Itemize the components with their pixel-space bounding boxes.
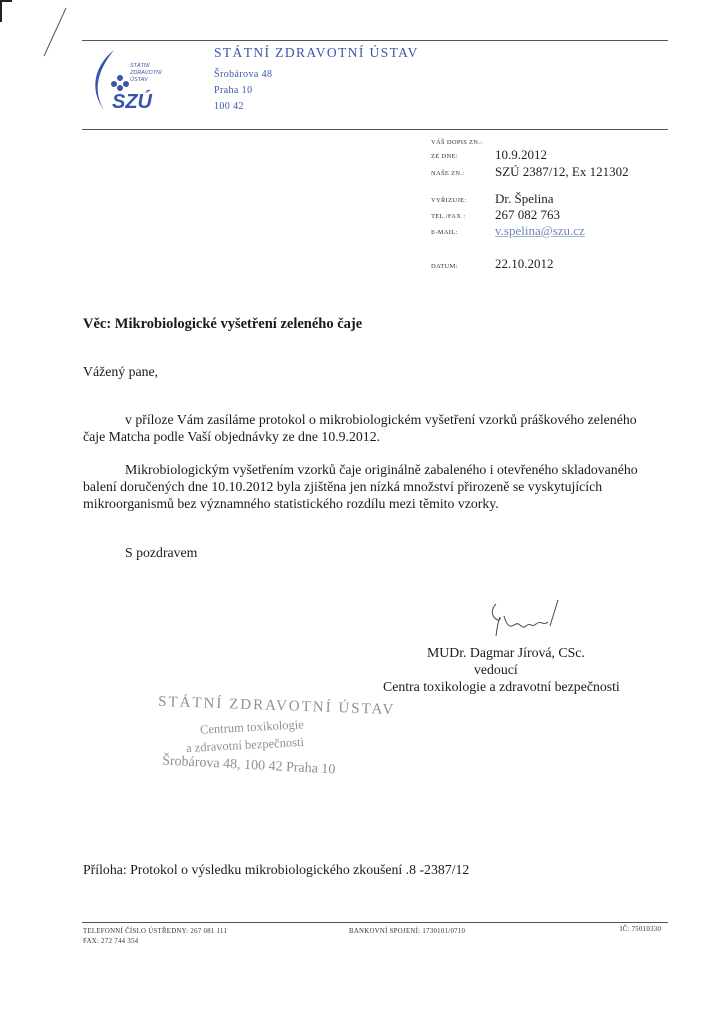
footer-phone: TELEFONNÍ ČÍSLO ÚSTŘEDNY: 267 081 111 [83, 928, 228, 935]
stamp-line-4: Šrobárova 48, 100 42 Praha 10 [161, 753, 336, 778]
signatory-role: vedoucí [474, 662, 518, 677]
footer-rule [82, 922, 668, 923]
paragraph2-line3: mikroorganismů bez významného statistického rozdílu mezi těmito vzorky. [83, 496, 499, 511]
ref-value-vyrizuje: Dr. Špelina [495, 191, 554, 206]
ref-value-email-link[interactable]: v.spelina@szu.cz [495, 223, 585, 238]
footer-bank: BANKOVNÍ SPOJENÍ: 1730101/0710 [349, 928, 466, 935]
ref-label-email: E-MAIL: [431, 229, 458, 236]
ref-label-ze-dne: ZE DNE: [431, 153, 458, 160]
paragraph1-line2: čaje Matcha podle Vaší objednávky ze dne 10.9.2012. [83, 429, 381, 444]
header-bottom-rule [82, 129, 668, 130]
paragraph1-line1: v příloze Vám zasíláme protokol o mikrobiologickém vyšetření vzorků práškového zeleného [125, 412, 637, 427]
logo-mark: SZÚ [112, 91, 152, 113]
ref-label-vyrizuje: VYŘIZUJE: [431, 197, 467, 204]
paragraph2-line2: balení doručených dne 10.10.2012 byla zjištěna jen nízká množství přirozeně se vyskytujících [83, 479, 603, 494]
logo-small-text-1: STÁTNÍ [130, 63, 150, 69]
letter-attachment: Příloha: Protokol o výsledku mikrobiologického zkoušení .8 -2387/12 [83, 862, 470, 877]
letter-closing: S pozdravem [125, 545, 198, 560]
letter-subject: Věc: Mikrobiologické vyšetření zeleného čaje [83, 316, 363, 332]
footer-ic: IČ: 75010330 [620, 926, 662, 933]
logo-small-text-3: ÚSTAV [130, 77, 148, 83]
org-name: STÁTNÍ ZDRAVOTNÍ ÚSTAV [214, 45, 419, 60]
ref-label-vas-dopis: VÁŠ DOPIS ZN.: [431, 139, 483, 146]
stamp-line-3: a zdravotní bezpečnosti [185, 734, 305, 756]
paragraph2-line1: Mikrobiologickým vyšetřením vzorků čaje originálně zabaleného i otevřeného skladovaného [125, 462, 638, 477]
org-address-street: Šrobárova 48 [214, 69, 273, 80]
ref-value-ze-dne: 10.9.2012 [495, 147, 547, 162]
ref-label-datum: DATUM: [431, 263, 458, 270]
signatory-department: Centra toxikologie a zdravotní bezpečnosti [383, 679, 620, 694]
footer-fax: FAX: 272 744 354 [83, 938, 139, 945]
stamp-line-2: Centrum toxikologie [199, 717, 305, 737]
letter-salutation: Vážený pane, [83, 364, 159, 379]
ref-value-datum: 22.10.2012 [495, 256, 554, 271]
institution-stamp [156, 693, 396, 788]
stamp-line-1: STÁTNÍ ZDRAVOTNÍ ÚSTAV [157, 693, 396, 719]
org-address-city: Praha 10 [214, 85, 253, 96]
header-top-rule [82, 40, 668, 41]
signatory-name: MUDr. Dagmar Jírová, CSc. [427, 645, 585, 660]
scan-corner-mark-vertical [0, 0, 2, 22]
ref-value-tel-fax: 267 082 763 [495, 207, 560, 222]
org-address-zip: 100 42 [214, 101, 244, 112]
pen-stroke-mark [36, 6, 72, 60]
handwritten-signature [486, 596, 576, 646]
ref-label-nase-zn: NAŠE ZN.: [431, 170, 465, 177]
ref-value-nase-zn: SZÚ 2387/12, Ex 121302 [495, 164, 629, 179]
logo-small-text-2: ZDRAVOTNÍ [130, 70, 162, 76]
szu-logo [82, 44, 182, 120]
ref-label-tel-fax: TEL./FAX : [431, 213, 466, 220]
